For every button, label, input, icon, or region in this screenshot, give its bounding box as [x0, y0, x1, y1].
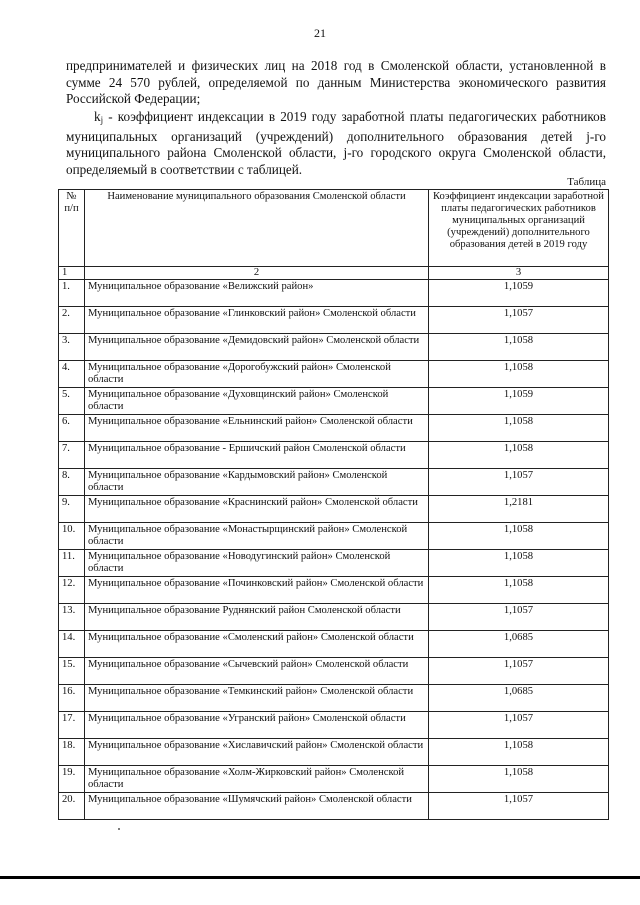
row-number: 13.	[59, 604, 85, 631]
row-coefficient: 1,1058	[429, 577, 609, 604]
table-row	[59, 604, 609, 631]
row-number: 5.	[59, 388, 85, 415]
paragraph-coefficient-definition	[66, 109, 606, 178]
table-row	[59, 415, 609, 442]
row-coefficient: 1,1058	[429, 415, 609, 442]
row-municipality: Муниципальное образование «Глинковский район» Смоленской области	[85, 307, 429, 334]
row-number: 17.	[59, 712, 85, 739]
row-number: 8.	[59, 469, 85, 496]
paragraph-intro: предпринимателей и физических лиц на 2018 год в Смоленской области, установленной в сумме 24 570 рублей, определяемой по данным Министерства экономического развития Российской Федерации;	[66, 58, 606, 106]
row-coefficient: 1,2181	[429, 496, 609, 523]
row-municipality: Муниципальное образование «Хиславичский район» Смоленской области	[85, 739, 429, 766]
row-number: 7.	[59, 442, 85, 469]
row-number: 9.	[59, 496, 85, 523]
row-coefficient: 1,1058	[429, 442, 609, 469]
row-municipality: Муниципальное образование «Темкинский район» Смоленской области	[85, 685, 429, 712]
row-municipality: Муниципальное образование «Сычевский район» Смоленской области	[85, 658, 429, 685]
table-row	[59, 388, 609, 415]
column-number: 1	[59, 267, 85, 280]
column-number: 3	[429, 267, 609, 280]
row-number: 15.	[59, 658, 85, 685]
row-number: 1.	[59, 280, 85, 307]
bottom-rule	[0, 876, 640, 879]
row-number: 16.	[59, 685, 85, 712]
table-caption: Таблица	[567, 176, 606, 188]
row-municipality: Муниципальное образование «Духовщинский район» Смоленской области	[85, 388, 429, 415]
table-row	[59, 280, 609, 307]
row-municipality: Муниципальное образование «Шумячский район» Смоленской области	[85, 793, 429, 820]
column-number-row	[59, 267, 609, 280]
table-row	[59, 685, 609, 712]
header-municipality: Наименование муниципального образования Смоленской области	[85, 190, 429, 267]
table-row	[59, 334, 609, 361]
row-municipality: Муниципальное образование «Новодугинский район» Смоленской области	[85, 550, 429, 577]
row-number: 12.	[59, 577, 85, 604]
row-municipality: Муниципальное образование «Холм-Жирковский район» Смоленской области	[85, 766, 429, 793]
row-coefficient: 1,1057	[429, 469, 609, 496]
table-row	[59, 766, 609, 793]
table-row	[59, 739, 609, 766]
row-coefficient: 1,1058	[429, 766, 609, 793]
row-number: 2.	[59, 307, 85, 334]
table-row	[59, 361, 609, 388]
row-number: 3.	[59, 334, 85, 361]
row-coefficient: 1,1058	[429, 334, 609, 361]
row-municipality: Муниципальное образование «Угранский район» Смоленской области	[85, 712, 429, 739]
row-coefficient: 1,1058	[429, 523, 609, 550]
row-coefficient: 1,1057	[429, 658, 609, 685]
table-row	[59, 631, 609, 658]
row-coefficient: 1,1057	[429, 307, 609, 334]
table-row	[59, 577, 609, 604]
table-body	[59, 280, 609, 820]
row-municipality: Муниципальное образование «Краснинский район» Смоленской области	[85, 496, 429, 523]
row-number: 4.	[59, 361, 85, 388]
row-coefficient: 1,0685	[429, 631, 609, 658]
row-municipality: Муниципальное образование - Ершичский район Смоленской области	[85, 442, 429, 469]
table-row	[59, 496, 609, 523]
row-municipality: Муниципальное образование «Демидовский район» Смоленской области	[85, 334, 429, 361]
header-coefficient: Коэффициент индексации заработной платы педагогических работников муниципальных организаций (учреждений) дополнительного образования детей в 2019 году	[429, 190, 609, 267]
row-number: 20.	[59, 793, 85, 820]
row-coefficient: 1,1059	[429, 280, 609, 307]
table-header-row	[59, 190, 609, 267]
row-coefficient: 1,1059	[429, 388, 609, 415]
row-municipality: Муниципальное образование «Смоленский район» Смоленской области	[85, 631, 429, 658]
coefficient-description: - коэффициент индексации в 2019 году заработной платы педагогических работников муниципальных организаций (учреждений) дополнительного образования детей j-го муниципального района Смоленской области, j-го городского округа Смоленской области, определяемый в соответствии с таблицей.	[66, 109, 606, 177]
row-municipality: Муниципальное образование «Дорогобужский район» Смоленской области	[85, 361, 429, 388]
row-number: 11.	[59, 550, 85, 577]
row-municipality: Муниципальное образование «Починковский район» Смоленской области	[85, 577, 429, 604]
column-number: 2	[85, 267, 429, 280]
page-number: 21	[314, 26, 326, 40]
row-municipality: Муниципальное образование «Ельнинский район» Смоленской области	[85, 415, 429, 442]
row-number: 18.	[59, 739, 85, 766]
row-coefficient: 1,1058	[429, 550, 609, 577]
scan-speck	[118, 828, 120, 830]
row-number: 19.	[59, 766, 85, 793]
row-municipality: Муниципальное образование «Монастырщинский район» Смоленской области	[85, 523, 429, 550]
row-coefficient: 1,0685	[429, 685, 609, 712]
coefficient-subscript: j	[100, 115, 104, 125]
row-coefficient: 1,1057	[429, 793, 609, 820]
table-row	[59, 307, 609, 334]
row-number: 6.	[59, 415, 85, 442]
row-coefficient: 1,1058	[429, 739, 609, 766]
coefficient-table	[58, 189, 609, 820]
row-coefficient: 1,1057	[429, 712, 609, 739]
row-municipality: Муниципальное образование «Кардымовский район» Смоленской области	[85, 469, 429, 496]
table-row	[59, 793, 609, 820]
row-number: 14.	[59, 631, 85, 658]
table-row	[59, 658, 609, 685]
row-municipality: Муниципальное образование Руднянский район Смоленской области	[85, 604, 429, 631]
table-row	[59, 469, 609, 496]
header-number: № п/п	[59, 190, 85, 267]
coefficient-symbol: k	[94, 109, 101, 124]
row-municipality: Муниципальное образование «Велижский район»	[85, 280, 429, 307]
table-row	[59, 442, 609, 469]
table-row	[59, 523, 609, 550]
row-coefficient: 1,1057	[429, 604, 609, 631]
table-row	[59, 550, 609, 577]
table-row	[59, 712, 609, 739]
row-coefficient: 1,1058	[429, 361, 609, 388]
row-number: 10.	[59, 523, 85, 550]
